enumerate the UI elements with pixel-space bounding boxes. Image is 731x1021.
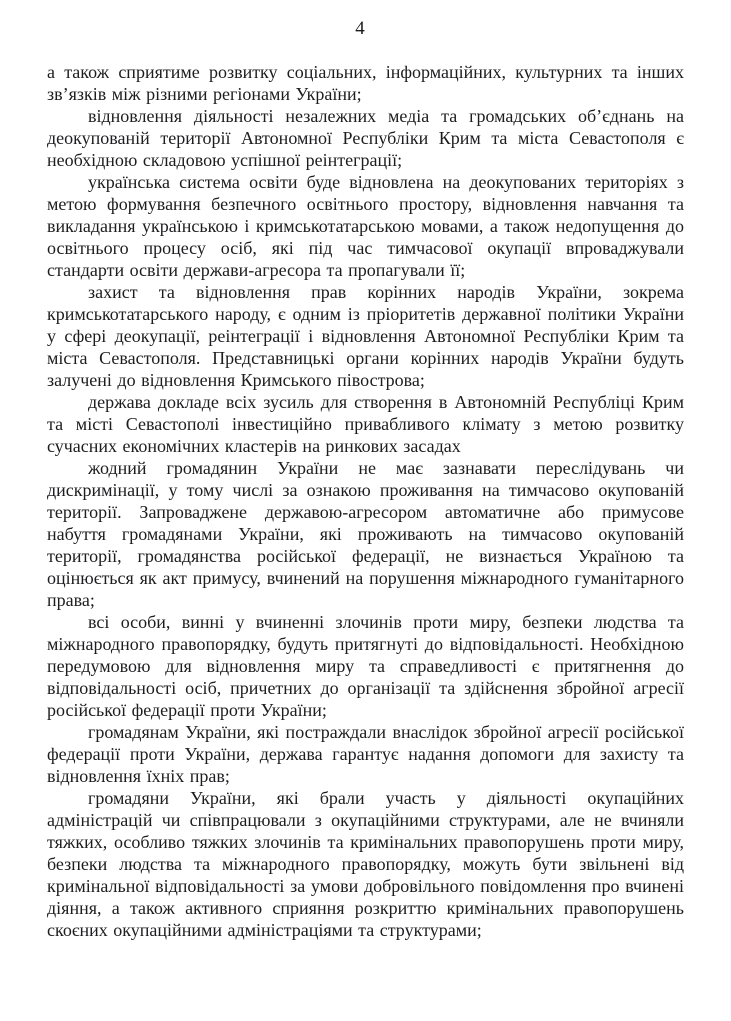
paragraph: жодний громадянин України не має зазнавати переслідувань чи дискримінації, у тому числі за ознакою проживання на тимчасово окупованій території. Запроваджене державою-агресором автоматичне або примусове набуття громадянами України, які проживають на тимчасово окупованій території, громадянства російської федерації, не визнається Україною та оцінюється як акт примусу, вчинений на порушення міжнародного гуманітарного права; [47,458,684,610]
paragraph: всі особи, винні у вчиненні злочинів проти миру, безпеки людства та міжнародного правопорядку, будуть притягнуті до відповідальності. Необхідною передумовою для відновлення миру та справедливості є притягнення до відповідальності осіб, причетних до організації та здійснення збройної агресії російської федерації проти України; [47,612,684,720]
paragraph: громадянам України, які постраждали внаслідок збройної агресії російської федерації проти України, держава гарантує надання допомоги для захисту та відновлення їхніх прав; [47,722,684,786]
page-number: 4 [355,18,365,39]
paragraph: а також сприятиме розвитку соціальних, інформаційних, культурних та інших зв’язків між різними регіонами України; [47,62,684,104]
paragraph: захист та відновлення прав корінних народів України, зокрема кримськотатарського народу, є одним із пріоритетів державної політики України у сфері деокупації, реінтеграції і відновлення Автономної Республіки Крим та міста Севастополя. Представницькі органи корінних народів України будуть залучені до відновлення Кримського півострова; [47,282,684,390]
paragraph: держава докладе всіх зусиль для створення в Автономній Республіці Крим та місті Севастополі інвестиційно привабливого клімату з метою розвитку сучасних економічних кластерів на ринкових засадах [47,392,684,456]
paragraph: відновлення діяльності незалежних медіа та громадських об’єднань на деокупованій території Автономної Республіки Крим та міста Севастополя є необхідною складовою успішної реінтеграції; [47,106,684,170]
document-body [47,61,684,941]
paragraph: українська система освіти буде відновлена на деокупованих територіях з метою формування безпечного освітнього простору, відновлення навчання та викладання українською і кримськотатарською мовами, а також недопущення до освітнього процесу осіб, які під час тимчасової окупації впроваджували стандарти освіти держави-агресора та пропагували її; [47,172,684,280]
paragraph: громадяни України, які брали участь у діяльності окупаційних адміністрацій чи співпрацювали з окупаційними структурами, але не вчиняли тяжких, особливо тяжких злочинів та кримінальних правопорушень проти миру, безпеки людства та міжнародного правопорядку, можуть бути звільнені від кримінальної відповідальності за умови добровільного повідомлення про вчинені діяння, а також активного сприяння розкриттю кримінальних правопорушень скоєних окупаційними адміністраціями та структурами; [47,788,684,940]
